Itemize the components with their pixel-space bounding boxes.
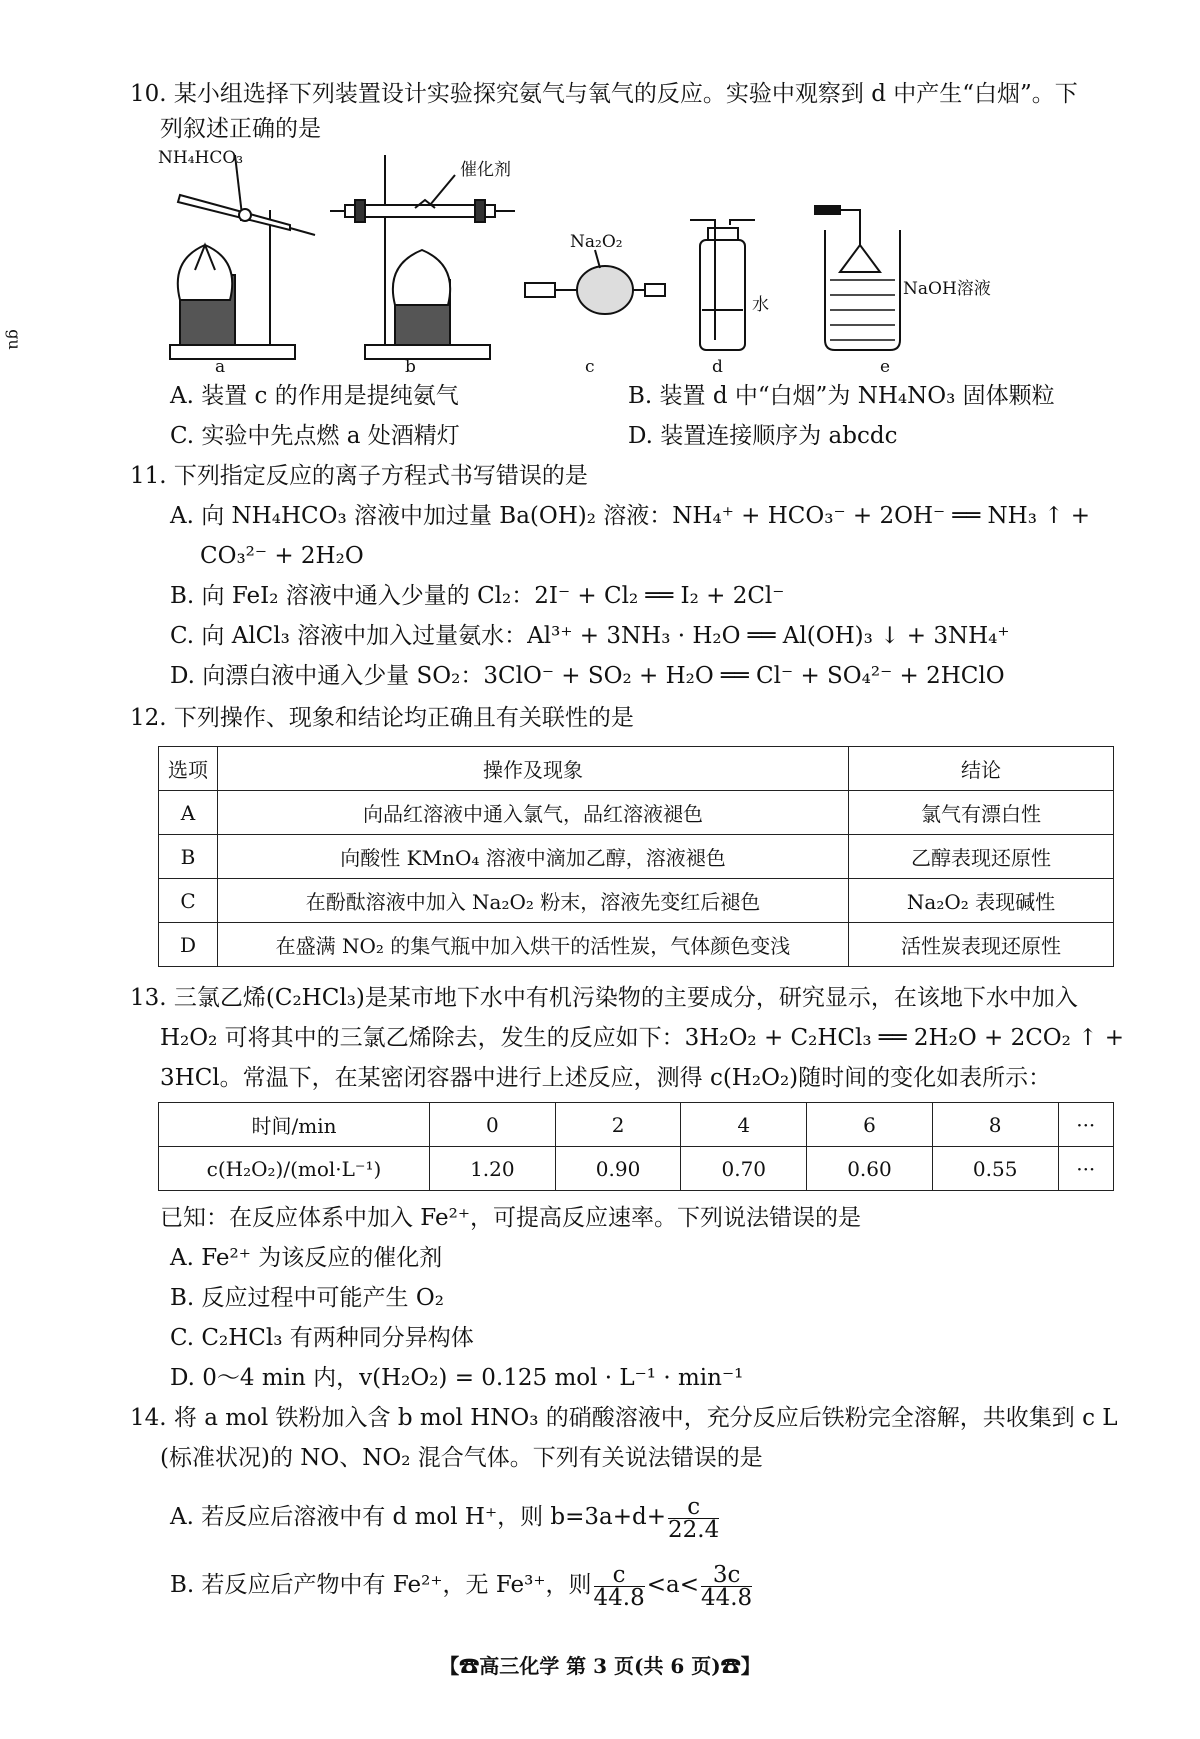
q13-conc-1: 0.90	[555, 1147, 681, 1191]
q14-b-denominator1: 44.8	[593, 1584, 645, 1611]
q12-row-b-operation: 向酸性 KMnO₄ 溶液中滴加乙醇，溶液褪色	[218, 835, 849, 879]
q13-time-2: 4	[681, 1103, 807, 1147]
q12-row-d-option: D	[159, 923, 218, 967]
table-row	[159, 791, 1114, 835]
q12-row-a-option: A	[159, 791, 218, 835]
page-footer: 【☎高三化学 第 3 页(共 6 页)☎】	[439, 1654, 761, 1678]
q14-option-a	[170, 1492, 721, 1542]
q13-option-a: A. Fe²⁺ 为该反应的催化剂	[170, 1245, 443, 1271]
q12-header-option: 选项	[159, 747, 218, 791]
q13-conc-2: 0.70	[681, 1147, 807, 1191]
q10-stem-line2: 列叙述正确的是	[160, 116, 321, 142]
q10-option-a: A. 装置 c 的作用是提纯氨气	[170, 383, 459, 409]
q14-option-b	[170, 1560, 754, 1610]
q13-conc-3: 0.60	[807, 1147, 933, 1191]
q13-option-d: D. 0～4 min 内，v(H₂O₂) = 0.125 mol · L⁻¹ · min⁻¹	[170, 1365, 744, 1391]
label-b: b	[405, 357, 416, 377]
apparatus-d	[690, 220, 755, 350]
label-water: 水	[752, 295, 769, 315]
q10-option-c: C. 实验中先点燃 a 处酒精灯	[170, 423, 460, 449]
q12-row-b-conclusion: 乙醇表现还原性	[849, 835, 1114, 879]
q13-time-5: ···	[1058, 1103, 1113, 1147]
q13-conc-header: c(H₂O₂)/(mol·L⁻¹)	[159, 1147, 430, 1191]
q14-option-a-text: A. 若反应后溶液中有 d mol H⁺，则 b=3a+d+	[170, 1504, 667, 1530]
q12-stem: 12. 下列操作、现象和结论均正确且有关联性的是	[130, 705, 634, 731]
apparatus-e	[815, 206, 900, 350]
q14-option-b-fraction1	[593, 1561, 645, 1611]
apparatus-diagram	[150, 150, 1070, 380]
q13-time-3: 6	[807, 1103, 933, 1147]
q10-stem-line1: 10. 某小组选择下列装置设计实验探究氨气与氧气的反应。实验中观察到 d 中产生“白烟”。下	[130, 81, 1078, 107]
table-row	[159, 923, 1114, 967]
q11-option-d: D. 向漂白液中通入少量 SO₂：3ClO⁻ + SO₂ + H₂O ══ Cl⁻ + SO₄²⁻ + 2HClO	[170, 663, 1005, 689]
q10-option-b: B. 装置 d 中“白烟”为 NH₄NO₃ 固体颗粒	[628, 383, 1055, 409]
q12-row-c-conclusion: Na₂O₂ 表现碱性	[849, 879, 1114, 923]
q12-row-b-option: B	[159, 835, 218, 879]
q12-table	[158, 746, 1114, 967]
q13-time-1: 2	[555, 1103, 681, 1147]
q14-b-denominator2: 44.8	[700, 1584, 753, 1611]
q13-option-c: C. C₂HCl₃ 有两种同分异构体	[170, 1325, 474, 1351]
apparatus-b	[330, 155, 515, 359]
q11-option-b: B. 向 FeI₂ 溶液中通入少量的 Cl₂：2I⁻ + Cl₂ ══ I₂ + 2Cl⁻	[170, 583, 785, 609]
q12-row-d-operation: 在盛满 NO₂ 的集气瓶中加入烘干的活性炭，气体颜色变浅	[218, 923, 849, 967]
q13-stem-line3: 3HCl。常温下，在某密闭容器中进行上述反应，测得 c(H₂O₂)随时间的变化如表所示：	[160, 1065, 1052, 1091]
q13-time-4: 8	[932, 1103, 1058, 1147]
q13-conc-4: 0.55	[932, 1147, 1058, 1191]
q11-option-a-line1: A. 向 NH₄HCO₃ 溶液中加过量 Ba(OH)₂ 溶液：NH₄⁺ + HCO₃⁻ + 2OH⁻ ══ NH₃ ↑ +	[170, 503, 1091, 529]
q13-conc-5: ···	[1058, 1147, 1113, 1191]
label-na2o2: Na₂O₂	[570, 232, 623, 252]
q11-option-a-line2: CO₃²⁻ + 2H₂O	[200, 543, 364, 569]
q13-table	[158, 1102, 1114, 1191]
label-d: d	[712, 357, 723, 377]
table-row	[159, 1147, 1114, 1191]
q14-option-b-fraction2	[700, 1561, 753, 1611]
side-mark: gu	[4, 329, 24, 350]
q11-option-c: C. 向 AlCl₃ 溶液中加入过量氨水：Al³⁺ + 3NH₃ · H₂O ══ Al(OH)₃ ↓ + 3NH₄⁺	[170, 623, 1010, 649]
q13-time-header: 时间/min	[159, 1103, 430, 1147]
q14-option-b-mid: <a<	[646, 1572, 699, 1598]
q10-option-d: D. 装置连接顺序为 abcdc	[628, 423, 898, 449]
q13-stem-line2: H₂O₂ 可将其中的三氯乙烯除去，发生的反应如下：3H₂O₂ + C₂HCl₃ ══ 2H₂O + 2CO₂ ↑ +	[160, 1025, 1125, 1051]
table-row	[159, 1103, 1114, 1147]
table-row	[159, 835, 1114, 879]
label-nh4hco3: NH₄HCO₃	[158, 148, 244, 168]
q14-stem-line2: (标准状况)的 NO、NO₂ 混合气体。下列有关说法错误的是	[160, 1445, 763, 1471]
q13-option-b: B. 反应过程中可能产生 O₂	[170, 1285, 444, 1311]
q11-stem: 11. 下列指定反应的离子方程式书写错误的是	[130, 463, 588, 489]
q13-stem-line1: 13. 三氯乙烯(C₂HCl₃)是某市地下水中有机污染物的主要成分，研究显示，在该地下水中加入	[130, 985, 1078, 1011]
q13-time-0: 0	[430, 1103, 556, 1147]
label-e: e	[880, 357, 891, 377]
q12-header-operation: 操作及现象	[218, 747, 849, 791]
q12-row-a-conclusion: 氯气有漂白性	[849, 791, 1114, 835]
q13-conc-0: 1.20	[430, 1147, 556, 1191]
label-c: c	[585, 357, 595, 377]
q14-b-numerator1: c	[594, 1564, 645, 1587]
label-a: a	[215, 357, 226, 377]
apparatus-a	[170, 155, 315, 359]
q14-option-a-fraction	[668, 1493, 720, 1543]
q12-row-a-operation: 向品红溶液中通入氯气，品红溶液褪色	[218, 791, 849, 835]
label-naoh: NaOH溶液	[903, 279, 991, 299]
table-row	[159, 879, 1114, 923]
q12-header-conclusion: 结论	[849, 747, 1114, 791]
q14-option-b-text: B. 若反应后产物中有 Fe²⁺，无 Fe³⁺，则	[170, 1572, 592, 1598]
q12-table-header	[159, 747, 1114, 791]
q12-row-d-conclusion: 活性炭表现还原性	[849, 923, 1114, 967]
q14-a-numerator: c	[668, 1496, 719, 1519]
label-catalyst: 催化剂	[460, 160, 511, 180]
q14-a-denominator: 22.4	[668, 1516, 720, 1543]
q14-stem-line1: 14. 将 a mol 铁粉加入含 b mol HNO₃ 的硝酸溶液中，充分反应后铁粉完全溶解，共收集到 c L	[130, 1405, 1118, 1431]
q14-b-numerator2: 3c	[701, 1564, 752, 1587]
apparatus-c	[525, 250, 665, 314]
q12-row-c-option: C	[159, 879, 218, 923]
q12-row-c-operation: 在酚酞溶液中加入 Na₂O₂ 粉末，溶液先变红后褪色	[218, 879, 849, 923]
q13-known: 已知：在反应体系中加入 Fe²⁺，可提高反应速率。下列说法错误的是	[160, 1205, 861, 1231]
